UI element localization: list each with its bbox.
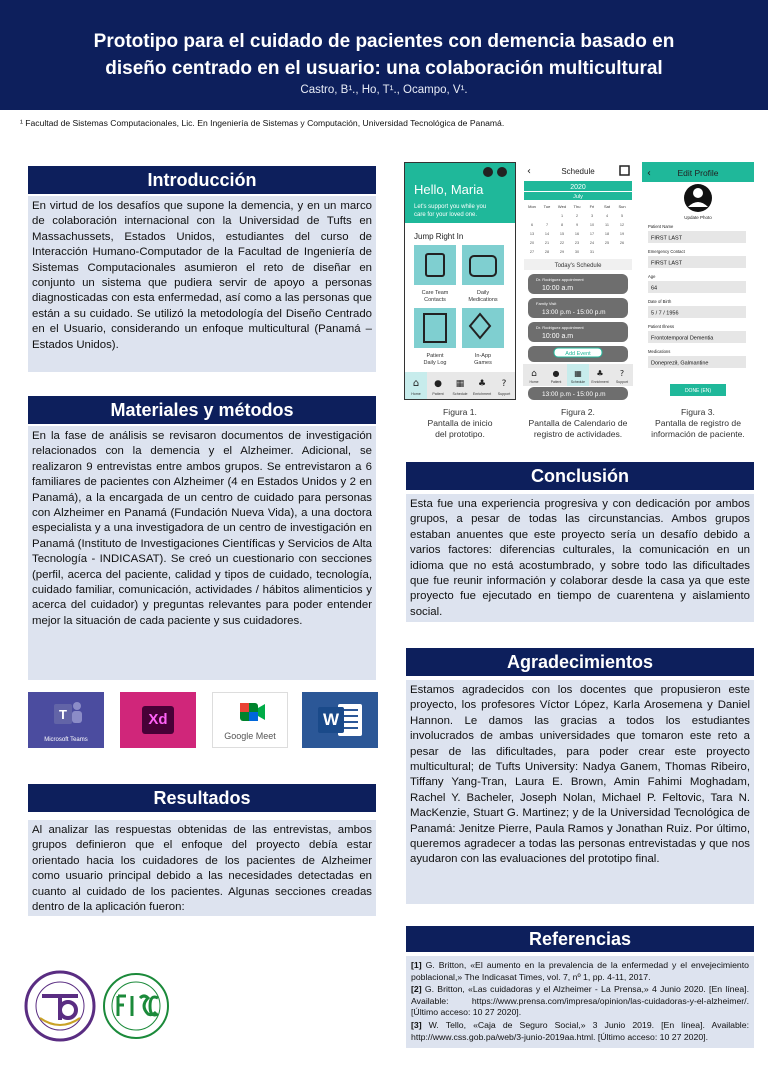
figure-2-caption — [520, 407, 636, 440]
home-jump-right-in: Jump Right In — [414, 232, 464, 241]
profile-field-value: Frontotemporal Dementia — [651, 335, 714, 342]
weekday-label: Tue — [543, 204, 551, 209]
home-sub-1: Let's support you while you — [414, 204, 487, 210]
event-3-name: Dr. Rodriguez appointment — [536, 325, 584, 330]
meet-caption: Google Meet — [224, 731, 276, 741]
home-greeting: Hello, Maria — [414, 182, 484, 197]
calendar-day[interactable]: 4 — [605, 214, 609, 218]
google-meet-logo — [212, 692, 288, 748]
conclusion-heading: Conclusión — [406, 462, 754, 490]
medications-tile — [462, 245, 504, 285]
calendar-day[interactable]: 6 — [530, 223, 534, 227]
weekday-label: Wed — [557, 204, 567, 209]
tile-2-label-b: Medications — [468, 297, 498, 303]
nav-label-enrichment: Enrichment — [472, 392, 492, 396]
weekday-label: Sat — [603, 204, 611, 209]
methods-body: En la fase de análisis se revisaron documentos de investigación relacionados con la demencia y el Alzheimer. Adicional, se realizaron 9 entrevistas entre ambos grupos. Se entrevistaron a 6 familiares de pacientes con Alzheimer (4 en Estados Unidos y 2 en Panamá), a la encargada de un centro de cuidado para personas con Alzheimer en Panamá (Fundación Nueva Vida), a una doctora especialista y a una investigadora de un centro de investigación en Panamá (Instituto de Investigaciones Científicas y Servicios de Alta Tecnología - INDICASAT). Se creó un cuestionario con secciones (perfil, acerca del paciente, calidad y tipos de cuidado, tecnología, cuidado familiar, comunicación, actividades / hábitos alimenticios y acerca del cuidador) y preguntas relevantes para poder entender mejor la situación de cada paciente y sus cuidadores. — [28, 426, 376, 680]
support-nav-icon: ? — [501, 379, 507, 389]
calendar-day[interactable]: 9 — [575, 223, 579, 227]
weekday-label: Thu — [573, 204, 581, 209]
calendar-month: July — [573, 194, 583, 200]
patient-nav-icon: ● — [552, 369, 560, 378]
figure-2-schedule-screen — [522, 162, 634, 400]
calendar-day[interactable]: 11 — [605, 223, 609, 227]
tile-3-label-a: Patient — [426, 353, 444, 359]
event-2-time: 13:00 p.m - 15:00 p.m — [542, 309, 606, 316]
profile-field-value: FIRST LAST — [651, 235, 683, 242]
ref-1-num: [1] — [411, 960, 422, 970]
back-chevron-icon: ‹ — [527, 166, 531, 177]
calendar-day[interactable]: 18 — [604, 232, 610, 236]
profile-field-label: Emergency Contact — [648, 249, 685, 254]
done-button-label: DONE (EN) — [684, 388, 712, 394]
nav-label-support: Support — [497, 392, 511, 396]
title-line-2: diseño centrado en el usuario: una colaboración multicultural — [105, 58, 663, 79]
calendar-day[interactable]: 19 — [619, 232, 625, 236]
utp-seal-logo — [24, 970, 96, 1042]
word-letter: W — [322, 710, 340, 729]
microsoft-teams-logo — [28, 692, 104, 748]
edit-profile-title: Edit Profile — [677, 168, 719, 178]
care-team-tile — [414, 245, 456, 285]
tile-4-label-b: Games — [474, 360, 492, 366]
calendar-day[interactable]: 25 — [604, 241, 610, 245]
results-body: Al analizar las respuestas obtenidas de las entrevistas, ambos grupos definieron que el enfoque del proyecto debía estar orientado hacia los cuidadores de los pacientes de Alzheimer como usuario principal debido a las necesidades detectadas en cuanto al cuidado de los pacientes. Algunas secciones creadas dentro de la aplicación fueron: — [28, 820, 376, 916]
patient-nav-icon: ● — [434, 379, 442, 389]
back-chevron-icon: ‹ — [647, 168, 651, 179]
calendar-day[interactable]: 15 — [559, 232, 565, 236]
fig3-cap-line1: Figura 3. — [681, 407, 715, 417]
xd-text: Xd — [148, 711, 168, 728]
microsoft-word-logo — [302, 692, 378, 748]
weekday-label: Sun — [618, 204, 626, 209]
calendar-day[interactable]: 12 — [619, 223, 625, 227]
calendar-day[interactable]: 13 — [529, 232, 535, 236]
tile-1-label-a: Care Team — [421, 290, 449, 296]
games-tile — [462, 308, 504, 348]
fig1-cap-line2: Pantalla de inicio — [427, 418, 493, 428]
ref-2-num: [2] — [411, 984, 422, 995]
calendar-day[interactable]: 16 — [574, 232, 580, 236]
nav-label-home: Home — [411, 392, 421, 396]
intro-heading: Introducción — [28, 166, 376, 194]
teams-caption: Microsoft Teams — [44, 737, 88, 743]
figure-3-caption — [640, 407, 756, 440]
fig1-cap-line1: Figura 1. — [443, 407, 477, 417]
event-4-time: 13:00 p.m - 15:00 p.m — [542, 391, 606, 398]
tool-logos — [28, 692, 376, 748]
results-heading: Resultados — [28, 784, 376, 812]
update-photo-label: Update Photo — [684, 215, 712, 220]
globe-icon — [483, 167, 493, 177]
ref-3-num: [3] — [411, 1019, 422, 1030]
nav-label-support: Support — [616, 380, 628, 384]
calendar-day[interactable]: 10 — [589, 223, 595, 227]
conclusion-body: Esta fue una experiencia progresiva y con dedicación por ambos grupos, a pesar de todas las circunstancias. Ambos grupos estaban anuentes que este proyecto sería un desafío debido a varios factores: diferencias culturales, la comunicación en un idioma que no está acostumbrado, y sobre todo las dificultades que fue reunir información y colaborar desde la casa ya que este proyecto fue ejecutado en tiempo de cuarentena y aislamiento social. — [406, 494, 754, 622]
intro-body: En virtud de los desafíos que supone la demencia, y en un marco de colaboración internacional con la Universidad de Tufts en Massachussets, Estados Unidos, estudiantes del curso de Interacción Humano-Computador de la Facultad de Ingeniería de Sistemas Computacionales asumieron el reto de diseñar en conjunto un sistema que pudiera servir de apoyo a personas diagnosticadas con esta enfermedad, así como a las personas que están a su cuidado. Se utilizó la metodología del Diseño Centrado en el Usuario, considerando un enfoque multicultural (Panamá – Estados Unidos). — [28, 196, 376, 372]
reference-item — [411, 960, 749, 983]
profile-field-label: Patient Name — [648, 224, 674, 229]
schedule-nav-icon: ▦ — [574, 369, 582, 378]
fig1-cap-line3: del prototipo. — [435, 429, 485, 439]
calendar-day[interactable]: 20 — [529, 241, 535, 245]
tile-1-label-b: Contacts — [424, 297, 446, 303]
calendar-day[interactable]: 29 — [559, 250, 565, 254]
profile-field-label: Date of Birth — [648, 299, 672, 304]
fig2-cap-line1: Figura 2. — [561, 407, 595, 417]
poster-title — [0, 0, 768, 82]
home-nav-icon: ⌂ — [412, 378, 420, 389]
calendar-day[interactable]: 31 — [589, 250, 595, 254]
nav-label-patient: Patient — [550, 380, 562, 384]
calendar-day[interactable]: 8 — [560, 223, 564, 227]
thanks-body: Estamos agradecidos con los docentes que propusieron este proyecto, los profesores Víctor López, Karla Arosemena y Daniel Hannon. Le damos las gracias a todos los estudiantes involucrados de ambas universidades que tomaron este reto a pesar de las dificultades, para poder crear este proyecto multicultural; de Tufts University: Nadya Ganem, Thomas Ribeiro, Tiffany Yang-Tran, Laura E. Brown, Amin Fahimi Moghadam, Rachel Y. Bacheler, Joseph Nolan, Michael P. Feltovic, Tara N. MacKenzie, Stuart G. Martinez; y de la Universidad Tecnológica de Panamá: Jenitze Pierre, Paula Ramos y Jonathan Ruiz. Por último, queremos agradecer a todas las personas entrevistadas y que nos ayudaron con las evaluaciones del prototipo final. — [406, 680, 754, 904]
schedule-nav-icon: ▦ — [455, 379, 465, 389]
event-1-name: Dr. Rodriguez appointment — [536, 277, 584, 282]
nav-label-schedule: Schedule — [570, 380, 586, 384]
calendar-day[interactable]: 2 — [575, 214, 579, 218]
weekday-label: Fri — [589, 204, 595, 209]
profile-field-value: Donepreził, Galmantine — [651, 360, 709, 367]
profile-field-label: Age — [648, 274, 656, 279]
ref-1-text: G. Britton, «El aumento en la prevalencia de la enfermedad y el envejecimiento poblacional,» The Indicasat Times, vol. 7, nº 1, pp. 4-11, 2017. — [411, 960, 749, 982]
enrichment-nav-icon: ♣ — [477, 379, 487, 389]
profile-field-value: FIRST LAST — [651, 260, 683, 267]
ref-3-text: W. Tello, «Caja de Seguro Social,» 3 Junio 2019. [En línea]. Available: http://www.css.gob.pa/web/3-junio-2019aa.html. [Último acceso: 10 27 2020]. — [411, 1019, 749, 1042]
weekday-label: Mon — [528, 204, 536, 209]
calendar-day[interactable]: 23 — [574, 241, 580, 245]
adobe-xd-logo — [120, 692, 196, 748]
reference-item — [411, 1020, 749, 1043]
title-line-1: Prototipo para el cuidado de pacientes con demencia basado en — [93, 31, 675, 52]
figure-1-caption — [404, 407, 516, 440]
methods-heading: Materiales y métodos — [28, 396, 376, 424]
figure-3-edit-profile-screen — [642, 162, 754, 400]
home-nav-icon: ⌂ — [531, 369, 537, 379]
event-3-time: 10:00 a.m — [542, 333, 574, 340]
thanks-heading: Agradecimientos — [406, 648, 754, 676]
calendar-day[interactable]: 27 — [529, 250, 535, 254]
calendar-day[interactable]: 21 — [544, 241, 550, 245]
fig2-cap-line2: Pantalla de Calendario de — [528, 418, 628, 428]
profile-field-label: Patient Illness — [648, 324, 675, 329]
fig3-cap-line2: Pantalla de registro de — [655, 418, 741, 428]
calendar-year: 2020 — [570, 184, 586, 191]
fig2-cap-line3: registro de actividades. — [533, 429, 623, 439]
ref-2-text: G. Britton, «Las cuidadoras y el Alzheimer - La Prensa,» 4 Junio 2020. [En línea]. Available: https://www.prensa.com/impresa/opinion/las-cuidadoras-y-el-alzheimer/.[Último acceso: 10 27 2020]. — [411, 984, 749, 1018]
calendar-day[interactable]: 1 — [560, 214, 564, 218]
calendar-day[interactable]: 5 — [620, 214, 624, 218]
poster-header — [0, 0, 768, 110]
calendar-day[interactable]: 14 — [544, 232, 550, 236]
event-2-name: Family Visit — [536, 301, 557, 306]
account-icon — [497, 167, 507, 177]
calendar-day[interactable]: 28 — [544, 250, 550, 254]
tile-3-label-b: Daily Log — [423, 360, 447, 366]
enrichment-nav-icon: ♣ — [596, 369, 604, 378]
profile-field-label: Medications — [648, 349, 671, 354]
references-heading: Referencias — [406, 926, 754, 952]
nav-label-schedule: Schedule — [452, 392, 468, 396]
references-list — [406, 956, 754, 1048]
tile-2-label-a: Daily — [476, 290, 490, 296]
calendar-day[interactable]: 22 — [559, 241, 565, 245]
tile-4-label-a: In-App — [474, 353, 492, 359]
event-1-time: 10:00 a.m — [542, 285, 574, 292]
fisc-seal-logo — [102, 972, 170, 1040]
nav-label-enrichment: Enrichment — [591, 380, 609, 384]
svg-text:T: T — [59, 707, 67, 722]
figure-1-home-screen — [404, 162, 516, 400]
affiliation: ¹ Facultad de Sistemas Computacionales, Lic. En Ingeniería de Sistemas y Computación, Universidad Tecnológica de Panamá. — [20, 118, 505, 128]
calendar-day[interactable]: 17 — [589, 232, 595, 236]
schedule-title: Schedule — [561, 167, 595, 176]
nav-label-home: Home — [529, 380, 539, 384]
profile-field-value: 5 / 7 / 1956 — [651, 310, 679, 317]
profile-field-value: 64 — [651, 285, 658, 292]
calendar-day[interactable]: 26 — [619, 241, 625, 245]
calendar-day[interactable]: 24 — [589, 241, 595, 245]
todays-schedule-label: Today's Schedule — [554, 263, 602, 269]
authors: Castro, B¹., Ho, T¹., Ocampo, V¹. — [300, 84, 468, 96]
calendar-day[interactable]: 30 — [574, 250, 580, 254]
home-sub-2: care for your loved one. — [414, 212, 478, 218]
fig3-cap-line3: información de paciente. — [651, 429, 745, 439]
support-nav-icon: ? — [619, 369, 625, 378]
profile-field-input[interactable] — [648, 281, 746, 293]
reference-item — [411, 984, 749, 1019]
nav-label-patient: Patient — [432, 392, 444, 396]
calendar-day[interactable]: 3 — [590, 214, 594, 218]
calendar-day[interactable]: 7 — [545, 223, 549, 227]
add-event-label: Add Event — [565, 351, 591, 357]
